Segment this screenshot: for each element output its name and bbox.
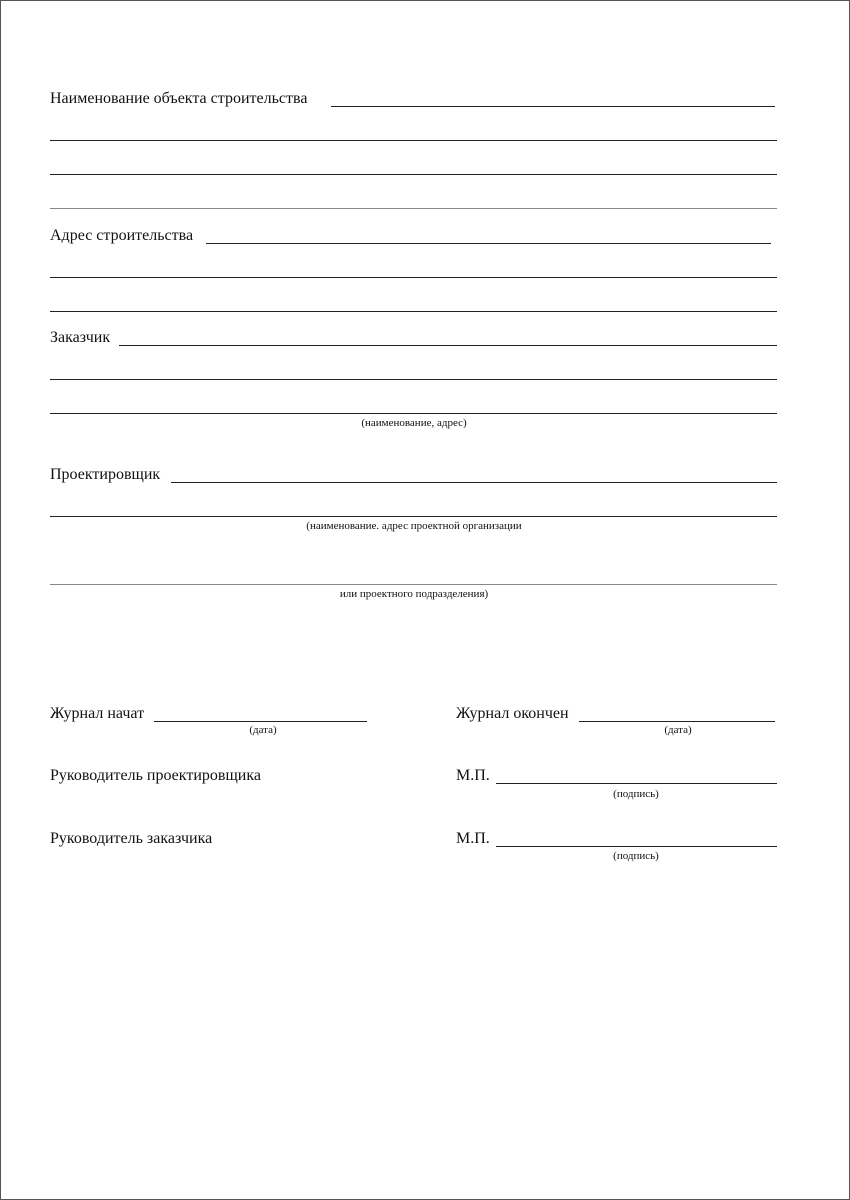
customer-head-signature-caption: (подпись) (613, 850, 659, 862)
address-field-line-2[interactable] (50, 277, 777, 278)
address-field-line-3[interactable] (50, 311, 777, 312)
customer-head-signature-line[interactable] (496, 846, 777, 847)
customer-caption: (наименование, адрес) (361, 417, 467, 429)
designer-field-line-1[interactable] (171, 482, 777, 483)
journal-started-date-caption: (дата) (249, 724, 277, 736)
object-name-field-line-1[interactable] (331, 106, 775, 107)
journal-started-date-line[interactable] (154, 721, 367, 722)
designer-head-signature-line[interactable] (496, 783, 777, 784)
object-name-label: Наименование объекта строительства (50, 90, 308, 107)
object-name-field-line-4[interactable] (50, 208, 777, 209)
object-name-field-line-2[interactable] (50, 140, 777, 141)
designer-field-line-3[interactable] (50, 584, 777, 585)
customer-field-line-2[interactable] (50, 379, 777, 380)
journal-finished-label: Журнал окончен (456, 705, 569, 722)
journal-finished-date-caption: (дата) (664, 724, 692, 736)
designer-caption-1: (наименование. адрес проектной организации (306, 520, 522, 532)
object-name-field-line-3[interactable] (50, 174, 777, 175)
designer-field-line-2[interactable] (50, 516, 777, 517)
customer-label: Заказчик (50, 329, 111, 346)
customer-field-line-3[interactable] (50, 413, 777, 414)
address-field-line-1[interactable] (206, 243, 771, 244)
designer-head-seal-label: М.П. (456, 767, 490, 784)
designer-caption-2: или проектного подразделения) (339, 588, 489, 600)
journal-started-label: Журнал начат (50, 705, 145, 722)
address-label: Адрес строительства (50, 227, 194, 244)
designer-head-signature-caption: (подпись) (613, 788, 659, 800)
designer-head-label: Руководитель проектировщика (50, 767, 261, 784)
customer-head-label: Руководитель заказчика (50, 830, 213, 847)
designer-label: Проектировщик (50, 466, 161, 483)
customer-head-seal-label: М.П. (456, 830, 490, 847)
customer-field-line-1[interactable] (119, 345, 777, 346)
journal-finished-date-line[interactable] (579, 721, 775, 722)
